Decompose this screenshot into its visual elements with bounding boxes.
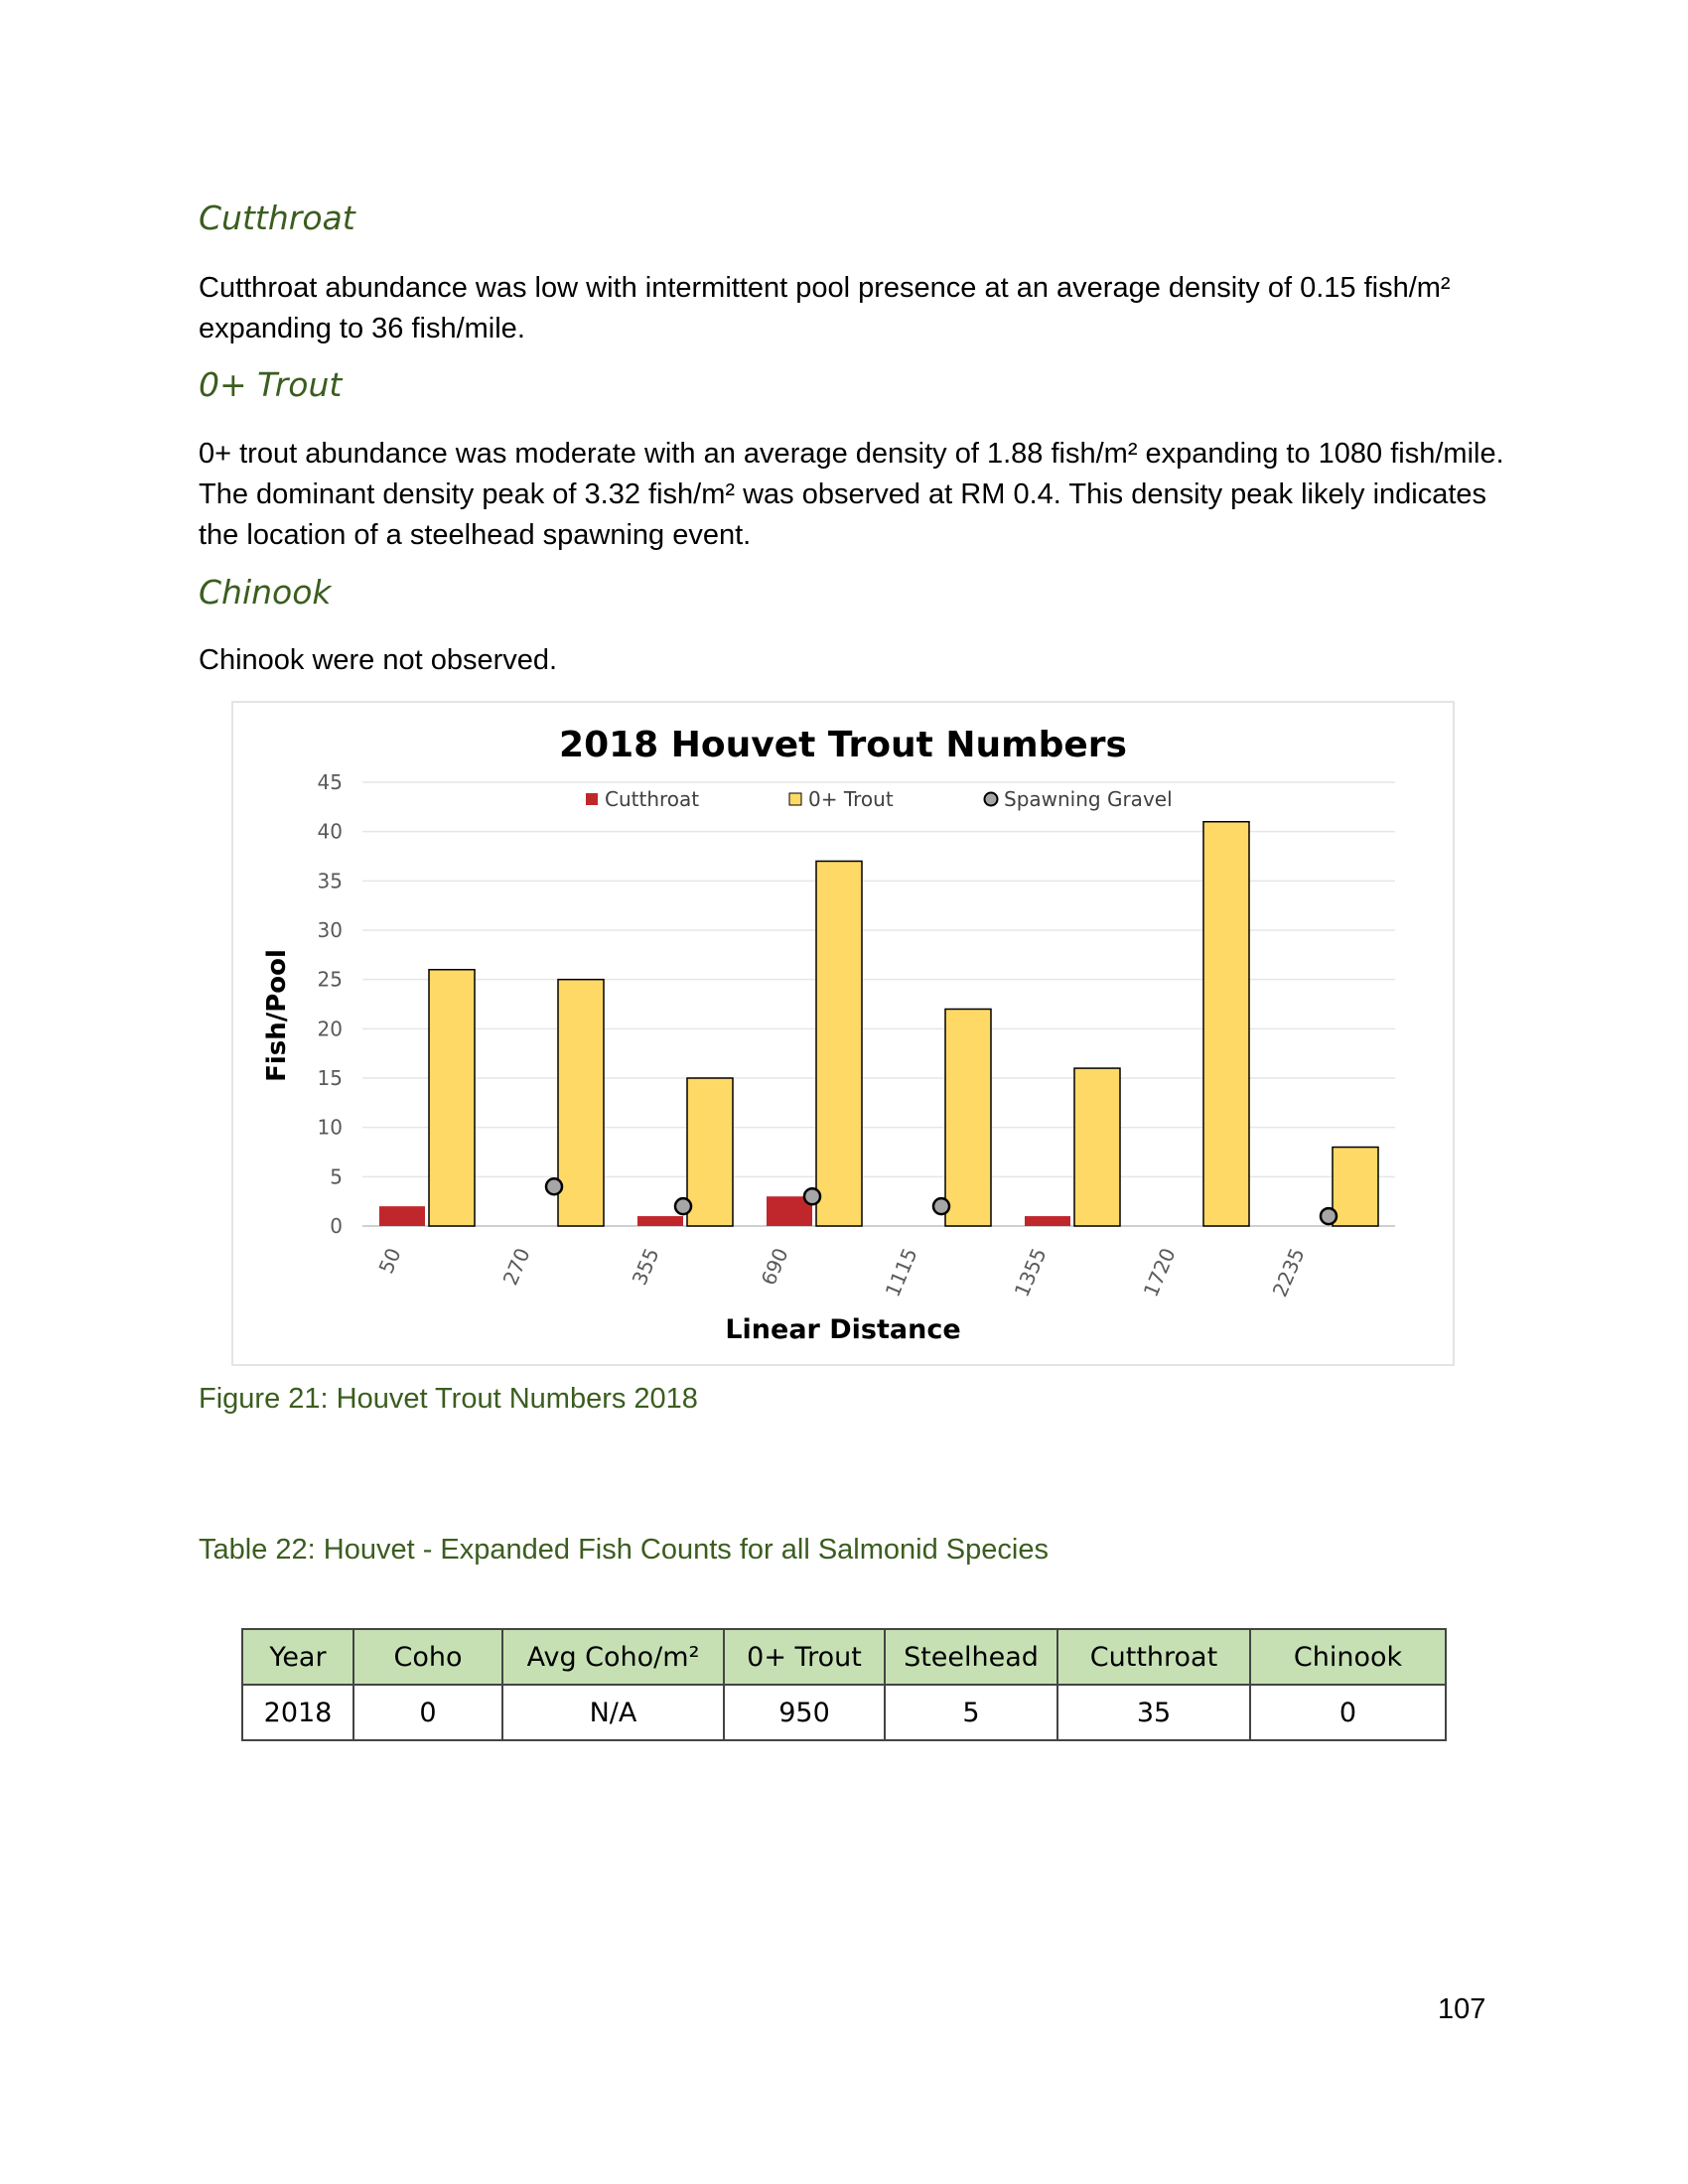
section-heading-chinook: Chinook bbox=[199, 573, 332, 612]
bar-0-trout-270 bbox=[558, 980, 604, 1226]
legend-spawning-gravel-marker bbox=[985, 793, 998, 806]
column-header-chinook: Chinook bbox=[1250, 1629, 1446, 1685]
y-axis-label: Fish/Pool bbox=[262, 949, 292, 1082]
x-tick-label: 1720 bbox=[1138, 1244, 1181, 1300]
table-row bbox=[242, 1685, 1446, 1740]
column-header-coho: Coho bbox=[353, 1629, 502, 1685]
bar-cutthroat-355 bbox=[637, 1216, 683, 1226]
x-tick-label: 1115 bbox=[880, 1244, 922, 1300]
spawning-gravel-point-270 bbox=[546, 1178, 562, 1194]
page-number: 107 bbox=[1438, 1993, 1486, 2025]
y-tick-label: 25 bbox=[317, 967, 343, 992]
table-cell-0-trout: 950 bbox=[724, 1685, 885, 1740]
bar-0-trout-1355 bbox=[1074, 1068, 1120, 1226]
table-cell-steelhead: 5 bbox=[885, 1685, 1057, 1740]
y-tick-label: 0 bbox=[330, 1214, 343, 1238]
y-tick-label: 35 bbox=[317, 869, 343, 893]
x-tick-label: 2235 bbox=[1267, 1244, 1310, 1300]
x-tick-label: 50 bbox=[373, 1244, 406, 1278]
x-tick-label: 690 bbox=[756, 1244, 793, 1290]
spawning-gravel-point-355 bbox=[675, 1198, 691, 1214]
column-header-0-trout: 0+ Trout bbox=[724, 1629, 885, 1685]
y-tick-label: 10 bbox=[317, 1115, 343, 1140]
spawning-gravel-point-1115 bbox=[933, 1198, 949, 1214]
column-header-avg-coho: Avg Coho/m² bbox=[502, 1629, 724, 1685]
x-tick-label: 355 bbox=[627, 1244, 664, 1290]
table-cell-coho: 0 bbox=[353, 1685, 502, 1740]
figure-caption: Figure 21: Houvet Trout Numbers 2018 bbox=[199, 1383, 698, 1415]
column-header-year: Year bbox=[242, 1629, 353, 1685]
section-heading-cutthroat: Cutthroat bbox=[199, 199, 355, 237]
bar-0-trout-50 bbox=[429, 970, 475, 1226]
y-tick-label: 40 bbox=[317, 819, 343, 844]
table-cell-year: 2018 bbox=[242, 1685, 353, 1740]
y-tick-label: 45 bbox=[317, 770, 343, 794]
section-text-cutthroat: Cutthroat abundance was low with intermittent pool presence at an average density of 0.15 fish/m² expanding to 36 fish/mile. bbox=[199, 272, 1451, 344]
table-cell-cutthroat: 35 bbox=[1057, 1685, 1250, 1740]
bar-0-trout-1720 bbox=[1203, 822, 1249, 1226]
trout-numbers-chart bbox=[233, 703, 1457, 1368]
bar-cutthroat-1355 bbox=[1025, 1216, 1070, 1226]
bar-cutthroat-50 bbox=[379, 1206, 425, 1226]
spawning-gravel-point-2235 bbox=[1321, 1208, 1336, 1224]
table-caption: Table 22: Houvet - Expanded Fish Counts for all Salmonid Species bbox=[199, 1534, 1049, 1566]
column-header-cutthroat: Cutthroat bbox=[1057, 1629, 1250, 1685]
table-cell-chinook: 0 bbox=[1250, 1685, 1446, 1740]
table-header-row bbox=[242, 1629, 1446, 1685]
bar-0-trout-355 bbox=[687, 1078, 733, 1226]
legend-0-trout-label: 0+ Trout bbox=[808, 787, 894, 811]
chart-title: 2018 Houvet Trout Numbers bbox=[559, 725, 1127, 765]
legend-cutthroat-swatch bbox=[586, 793, 598, 805]
bar-0-trout-2235 bbox=[1333, 1148, 1378, 1226]
column-header-steelhead: Steelhead bbox=[885, 1629, 1057, 1685]
x-axis-label: Linear Distance bbox=[725, 1314, 961, 1345]
y-tick-label: 30 bbox=[317, 918, 343, 942]
legend-0-trout-swatch bbox=[789, 793, 801, 805]
x-tick-label: 1355 bbox=[1009, 1244, 1052, 1300]
bar-0-trout-1115 bbox=[945, 1009, 991, 1226]
y-tick-label: 5 bbox=[330, 1164, 343, 1189]
legend-cutthroat-label: Cutthroat bbox=[605, 787, 700, 811]
bar-0-trout-690 bbox=[816, 861, 862, 1226]
salmonid-counts-table bbox=[241, 1628, 1447, 1741]
y-tick-label: 20 bbox=[317, 1017, 343, 1041]
legend-spawning-gravel-label: Spawning Gravel bbox=[1004, 787, 1173, 811]
y-tick-label: 15 bbox=[317, 1066, 343, 1090]
section-heading-0-trout: 0+ Trout bbox=[199, 365, 343, 404]
section-text-0-trout: 0+ trout abundance was moderate with an average density of 1.88 fish/m² expanding to 1080 fish/mile. The dominant density peak of 3.32 fish/m² was observed at RM 0.4. This density peak likely indicates the location of a steelhead spawning event. bbox=[199, 438, 1504, 551]
table-cell-avg-coho: N/A bbox=[502, 1685, 724, 1740]
chart-container bbox=[231, 701, 1455, 1366]
x-tick-label: 270 bbox=[497, 1244, 535, 1290]
spawning-gravel-point-690 bbox=[804, 1188, 820, 1204]
section-text-chinook: Chinook were not observed. bbox=[199, 644, 558, 676]
